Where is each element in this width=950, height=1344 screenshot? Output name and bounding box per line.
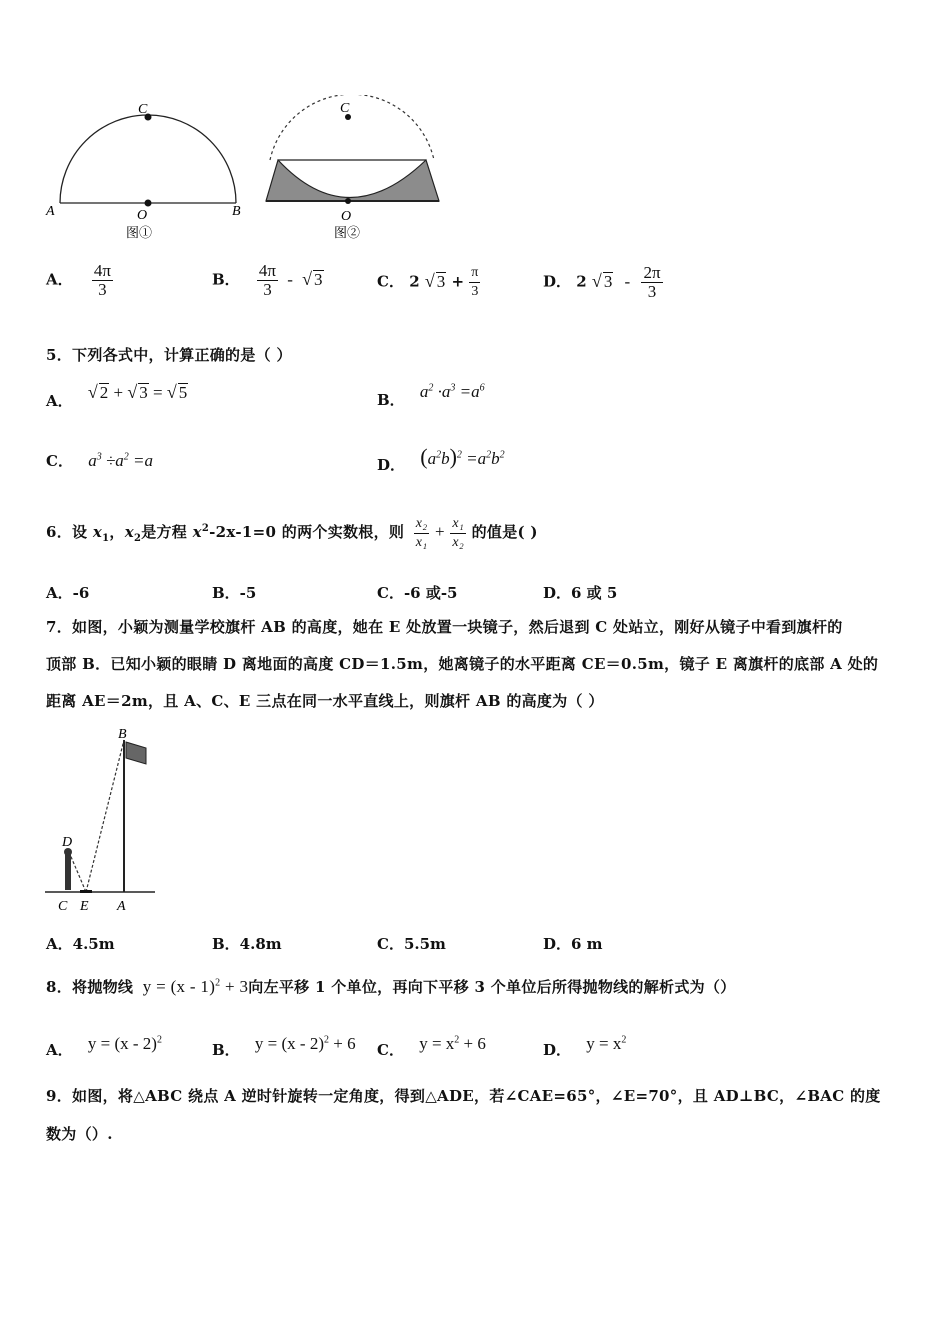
q7-line-1: 7．如图，小颖为测量学校旗杆 AB 的高度，她在 E 处放置一块镜子，然后退到 C 处站立，刚好从镜子中看到旗杆的 (46, 618, 843, 636)
q6-option-a: A．-6 (46, 584, 90, 602)
q8-option-a: A． y = (x - 2)$^2$ (46, 1034, 162, 1059)
q7-option-c: C．5.5m (377, 935, 446, 953)
q7-line-2: 顶部 B．已知小颖的眼睛 D 离地面的高度 CD＝1.5m，她离镜子的水平距离 CE＝0.5m，镜子 E 离旗杆的底部 A 处的 (46, 655, 879, 673)
fig2-label-c: C (340, 101, 350, 116)
q9-line-1: 9．如图，将△ABC 绕点 A 逆时针旋转一定角度，得到△ADE，若∠CAE=65°，∠E=70°，且 AD⊥BC，∠BAC 的度 (46, 1087, 881, 1105)
fig1-label-c: C (138, 102, 148, 117)
figure-2 (266, 95, 439, 240)
q5-option-c: C． $a^3 \div a^2 =a$ (46, 451, 154, 470)
fig1-label-o: O (137, 208, 148, 223)
flag-label-e: E (80, 899, 89, 914)
q4-a-fraction: $\frac{4\pi}{3}$ (93, 261, 111, 299)
q4-option-c: C． 2 √ 3 + $\frac{\pi}{3}$ (377, 265, 479, 299)
q5-option-d: D． $(a^2b)^2 =a^2b^2$ (377, 444, 505, 474)
q6-stem: 6．设 $x_1$，$x_2$是方程 $x^2-2x-1=0$ 的两个实数根，则 $\frac{\text{x₂}}{\text{x₁}}$ + $\frac{\text{x₁}}{\text{x₂}}$ 的值是( ) (46, 515, 538, 550)
fig1-caption: 图① (126, 225, 153, 240)
flag-label-a: A (117, 899, 126, 914)
flag-label-d: D (62, 835, 73, 850)
fig1-label-b: B (232, 204, 241, 219)
q6-fraction-1: $\frac{\text{x₂}}{\text{x₁}}$ (415, 515, 428, 550)
q6-option-b: B．-5 (212, 584, 257, 602)
q8-option-c: C． $y = x^2 + 6$ (377, 1034, 486, 1059)
fig1-label-a: A (46, 204, 55, 219)
q8-stem: 8．将抛物线 y = (x - 1)$^2$ + 3向左平移 1 个单位，再向下平移 3 个单位后所得抛物线的解析式为（） (46, 977, 736, 996)
q4-option-a: A． $\frac{4\pi}{3}$ (46, 261, 111, 299)
q4-option-d: D． 2 √ 3 - $\frac{2\pi}{3}$ (543, 263, 661, 301)
q9-line-2: 数为（）. (46, 1125, 113, 1143)
flag-label-b: B (118, 727, 127, 742)
q7-option-b: B．4.8m (212, 935, 282, 953)
fig2-label-o: O (341, 209, 352, 224)
q8-option-b: B． y = (x - 2)$^2$ + 6 (212, 1034, 356, 1059)
fig2-caption: 图② (334, 225, 361, 240)
flag-label-c: C (58, 899, 68, 914)
flagpole-figure (40, 722, 170, 917)
q4-option-b: B． $\frac{4\pi}{3}$ - √ 3 (212, 261, 323, 299)
q6-option-d: D．6 或 5 (543, 584, 618, 602)
q7-option-a: A．4.5m (46, 935, 115, 953)
q5-option-a: A． √ 2 + √ 3 = √ 5 (46, 382, 188, 410)
q7-option-d: D．6 m (543, 935, 603, 953)
q5-stem: 5．下列各式中，计算正确的是（ ） (46, 346, 292, 364)
figure-1 (45, 102, 241, 240)
q5-option-b: B． $a^2 \cdot a^3 =a^6$ (377, 382, 485, 409)
q7-line-3: 距离 AE＝2m，且 A、C、E 三点在同一水平直线上，则旗杆 AB 的高度为（ ） (46, 692, 604, 710)
q6-fraction-2: $\frac{\text{x₁}}{\text{x₂}}$ (452, 515, 465, 550)
q8-option-d: D． $y = x^2$ (543, 1034, 627, 1059)
q6-option-c: C．-6 或-5 (377, 584, 458, 602)
semicircle-figures (40, 95, 460, 245)
